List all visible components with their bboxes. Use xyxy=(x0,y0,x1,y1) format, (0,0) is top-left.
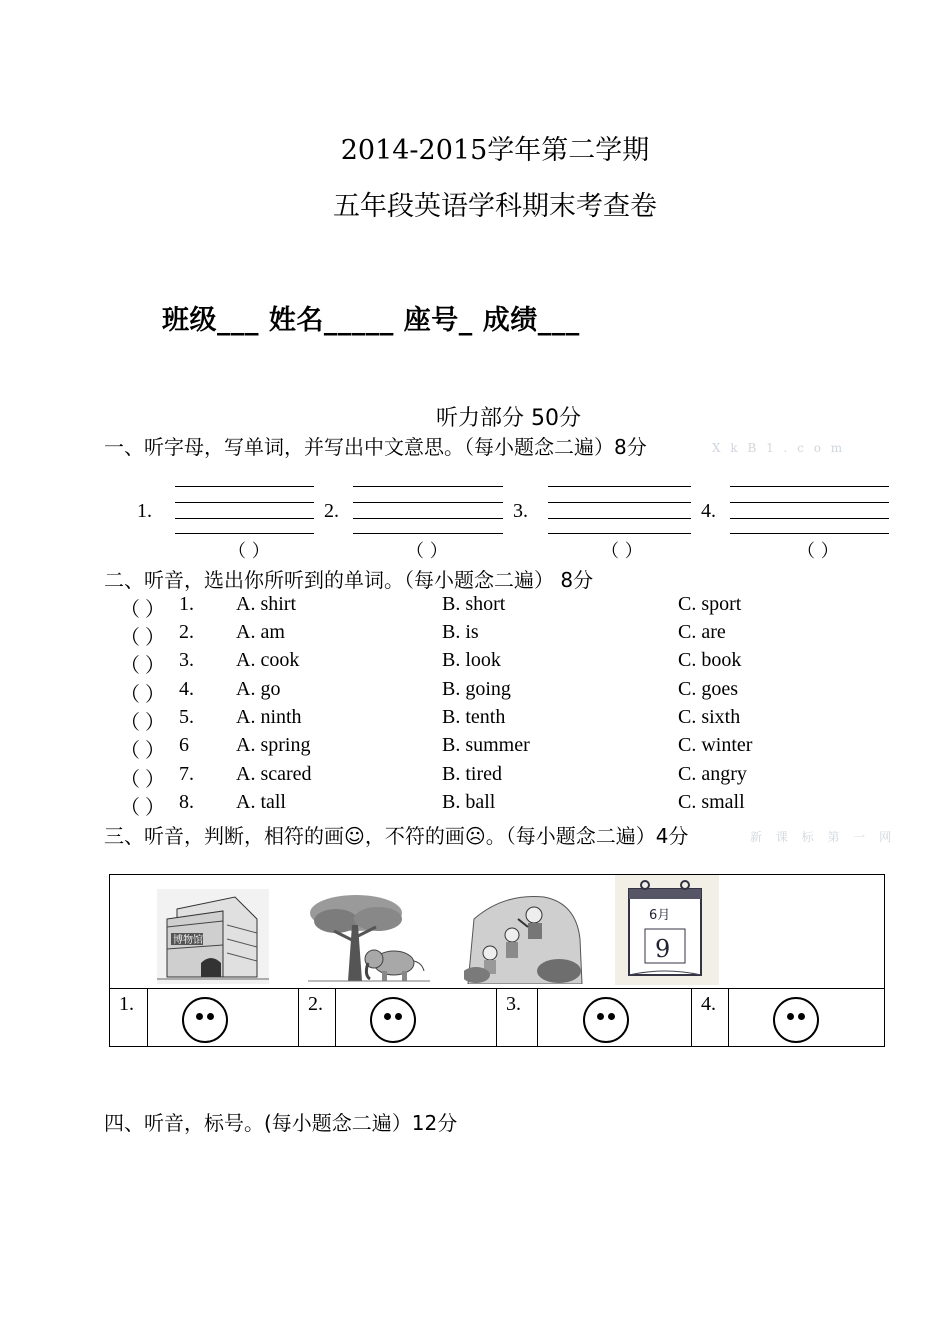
section1-meaning-paren-3: （ ） xyxy=(601,541,643,562)
answer-paren: （ ） xyxy=(120,797,165,819)
face-icon xyxy=(370,997,416,1043)
question-number: 3. xyxy=(179,649,194,671)
listening-part-heading: 听力部分 50分 xyxy=(436,406,581,431)
question-row xyxy=(0,621,950,649)
question-number: 8. xyxy=(179,791,194,813)
question-row xyxy=(0,791,950,819)
answer-cell-2[interactable] xyxy=(336,989,497,1047)
answer-paren: （ ） xyxy=(120,740,165,762)
answer-paren: （ ） xyxy=(120,627,165,649)
calendar-day: 9 xyxy=(655,935,671,963)
answer-paren: （ ） xyxy=(120,599,165,621)
tree-elephant-picture xyxy=(308,891,430,983)
answer-paren: （ ） xyxy=(120,684,165,706)
museum-sign: 博物馆 xyxy=(173,935,203,946)
option-c: C. sixth xyxy=(678,706,741,728)
option-a: A. scared xyxy=(236,763,312,785)
section2-heading: 二、听音，选出你所听到的单词。（每小题念二遍） 8分 xyxy=(104,568,594,592)
option-b: B. tired xyxy=(442,763,502,785)
face-icon xyxy=(583,997,629,1043)
section1-num-2: 2. xyxy=(324,500,339,522)
option-a: A. ninth xyxy=(236,706,302,728)
calendar-month: 6月 xyxy=(649,908,671,923)
option-c: C. are xyxy=(678,621,726,643)
question-row xyxy=(0,734,950,762)
option-b: B. ball xyxy=(442,791,496,813)
question-number: 4. xyxy=(179,678,194,700)
picture-row xyxy=(110,875,885,989)
section1-heading: 一、听字母，写单词，并写出中文意思。（每小题念二遍）8分 xyxy=(104,435,647,459)
option-c: C. goes xyxy=(678,678,738,700)
section1-meaning-paren-4: （ ） xyxy=(797,541,839,562)
museum-picture xyxy=(157,889,269,984)
calendar-picture xyxy=(615,875,719,985)
answer-cell-4[interactable] xyxy=(729,989,885,1047)
option-c: C. small xyxy=(678,791,745,813)
section1-num-4: 4. xyxy=(701,500,716,522)
section1-num-3: 3. xyxy=(513,500,528,522)
exam-title-year: 2014-2015学年第二学期 xyxy=(340,135,650,166)
exam-title-subject: 五年段英语学科期末考查卷 xyxy=(333,191,657,222)
section3-heading: 三、听音，判断，相符的画☺，不符的画☹。（每小题念二遍）4分 xyxy=(104,824,689,848)
picture-judgement-table xyxy=(109,874,885,1047)
option-b: B. tenth xyxy=(442,706,506,728)
answer-paren: （ ） xyxy=(120,655,165,677)
answer-paren: （ ） xyxy=(120,769,165,791)
option-c: C. winter xyxy=(678,734,753,756)
question-row xyxy=(0,593,950,621)
picture-number-1: 1. xyxy=(110,989,148,1047)
answer-paren: （ ） xyxy=(120,712,165,734)
student-info-line: 班级___ 姓名_____ 座号_ 成绩___ xyxy=(162,305,580,336)
option-a: A. shirt xyxy=(236,593,296,615)
option-a: A. spring xyxy=(236,734,311,756)
option-a: A. go xyxy=(236,678,281,700)
option-b: B. is xyxy=(442,621,479,643)
question-row xyxy=(0,763,950,791)
option-c: C. book xyxy=(678,649,742,671)
option-c: C. sport xyxy=(678,593,742,615)
option-a: A. am xyxy=(236,621,285,643)
question-row xyxy=(0,649,950,677)
picture-number-4: 4. xyxy=(692,989,729,1047)
watermark-xinkebiao: 新 课 标 第 一 网 xyxy=(750,830,897,844)
question-row xyxy=(0,706,950,734)
option-c: C. angry xyxy=(678,763,747,785)
face-icon xyxy=(182,997,228,1043)
question-number: 6 xyxy=(179,734,189,756)
section1-meaning-paren-2: （ ） xyxy=(406,541,448,562)
section4-heading: 四、听音，标号。(每小题念二遍）12分 xyxy=(104,1111,458,1135)
children-climbing-picture xyxy=(464,889,584,984)
question-number: 1. xyxy=(179,593,194,615)
section1-meaning-paren-1: （ ） xyxy=(228,541,270,562)
question-number: 2. xyxy=(179,621,194,643)
option-b: B. summer xyxy=(442,734,530,756)
picture-number-3: 3. xyxy=(497,989,538,1047)
option-b: B. short xyxy=(442,593,506,615)
watermark-xkb1: X k B 1 . c o m xyxy=(712,441,846,455)
question-number: 7. xyxy=(179,763,194,785)
option-a: A. cook xyxy=(236,649,300,671)
option-a: A. tall xyxy=(236,791,286,813)
answer-cell-1[interactable] xyxy=(148,989,299,1047)
option-b: B. going xyxy=(442,678,511,700)
answer-cell-3[interactable] xyxy=(538,989,692,1047)
picture-number-2: 2. xyxy=(299,989,336,1047)
question-number: 5. xyxy=(179,706,194,728)
section1-num-1: 1. xyxy=(137,500,152,522)
question-row xyxy=(0,678,950,706)
option-b: B. look xyxy=(442,649,501,671)
face-icon xyxy=(773,997,819,1043)
